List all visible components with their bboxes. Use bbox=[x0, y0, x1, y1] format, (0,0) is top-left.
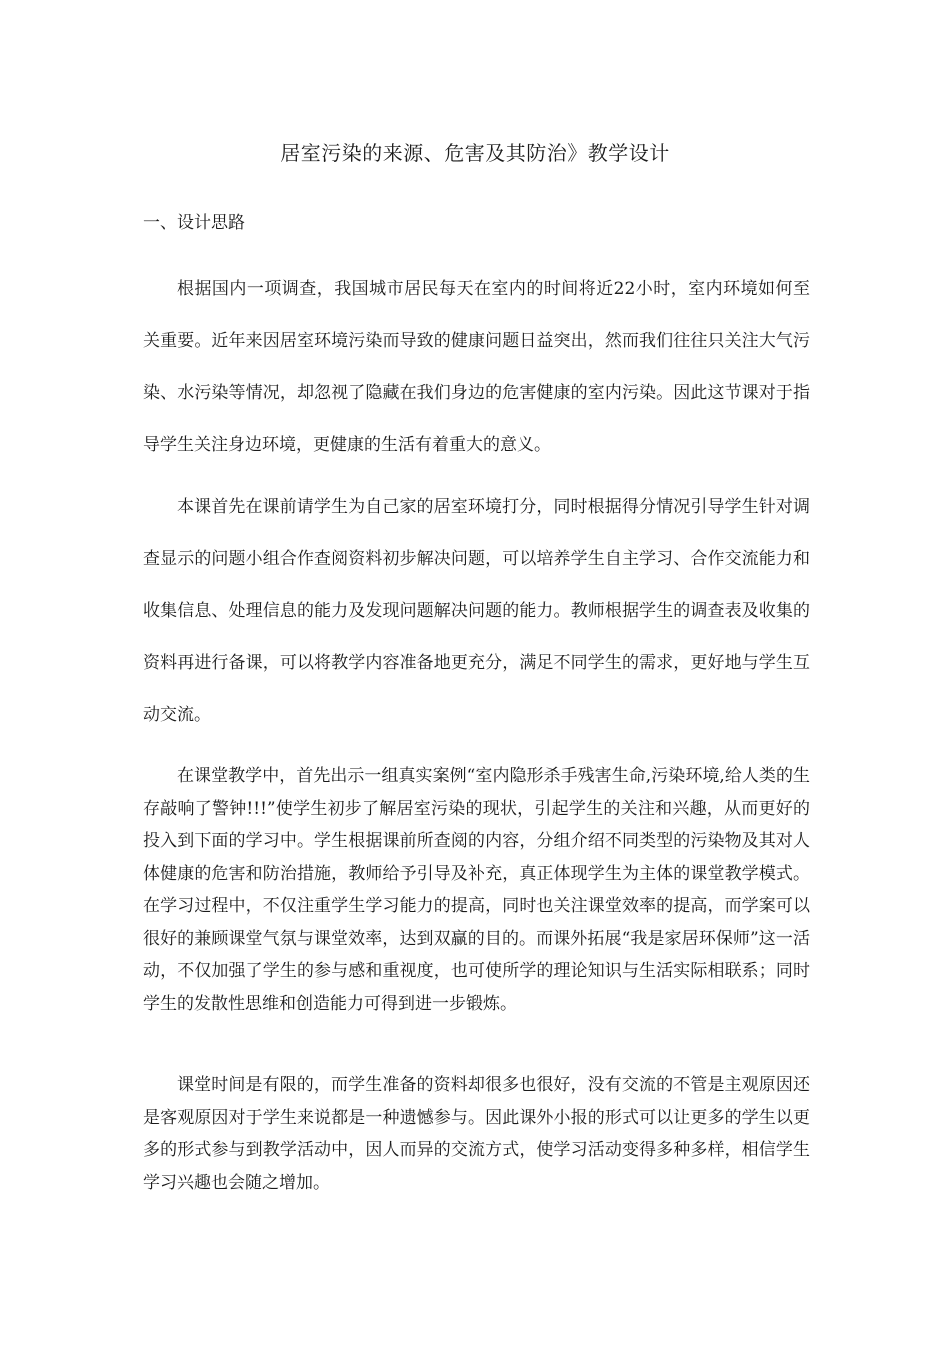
paragraph-extension: 课堂时间是有限的，而学生准备的资料却很多也很好，没有交流的不管是主观原因还是客观原因对于学生来说都是一种遗憾参与。因此课外小报的形式可以让更多的学生以更多的形式参与到教学活动中，因人而异的交流方式，使学习活动变得多种多样，相信学生学习兴趣也会随之增加。 bbox=[143, 1075, 810, 1193]
paragraph-preclass: 本课首先在课前请学生为自己家的居室环境打分，同时根据得分情况引导学生针对调查显示的问题小组合作查阅资料初步解决问题，可以培养学生自主学习、合作交流能力和收集信息、处理信息的能力及发现问题解决问题的能力。教师根据学生的调查表及收集的资料再进行备课，可以将教学内容准备地更充分，满足不同学生的需求，更好地与学生互动交流。 bbox=[143, 497, 810, 725]
paragraph-intro: 根据国内一项调查，我国城市居民每天在室内的时间将近22小时，室内环境如何至关重要。近年来因居室环境污染而导致的健康问题日益突出，然而我们往往只关注大气污染、水污染等情况，却忽视了隐藏在我们身边的危害健康的室内污染。因此这节课对于指导学生关注身边环境，更健康的生活有着重大的意义。 bbox=[143, 279, 810, 455]
section-heading: 一、设计思路 bbox=[143, 213, 245, 233]
document-title: 居室污染的来源、危害及其防治》教学设计 bbox=[280, 141, 670, 165]
paragraph-classroom: 在课堂教学中，首先出示一组真实案例“室内隐形杀手残害生命,污染环境,给人类的生存敲响了警钟!!!”使学生初步了解居室污染的现状，引起学生的关注和兴趣，从而更好的投入到下面的学习中。学生根据课前所查阅的内容，分组介绍不同类型的污染物及其对人体健康的危害和防治措施，教师给予引导及补充，真正体现学生为主体的课堂教学模式。在学习过程中，不仅注重学生学习能力的提高，同时也关注课堂效率的提高，而学案可以很好的兼顾课堂气氛与课堂效率，达到双赢的目的。而课外拓展“我是家居环保师”这一活动，不仅加强了学生的参与感和重视度，也可使所学的理论知识与生活实际相联系；同时学生的发散性思维和创造能力可得到进一步锻炼。 bbox=[143, 766, 810, 1014]
